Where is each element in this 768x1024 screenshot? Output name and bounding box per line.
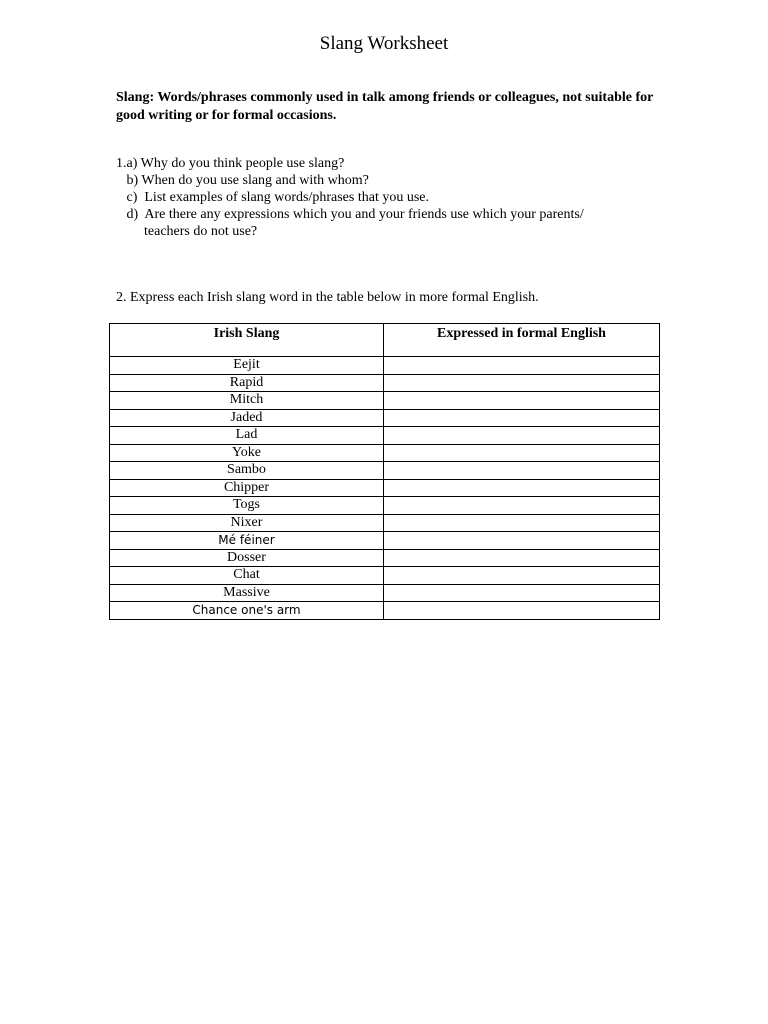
question-1d-continued: teachers do not use? <box>116 224 258 239</box>
slang-definition: Slang: Words/phrases commonly used in talk among friends or colleagues, not suitable for good writing or for formal occasions. <box>116 90 654 123</box>
formal-english-answer-cell[interactable] <box>384 479 660 497</box>
question-1d: d) Are there any expressions which you and your friends use which your parents/ <box>116 207 584 222</box>
formal-english-answer-cell[interactable] <box>384 497 660 515</box>
table-row <box>110 392 660 410</box>
table-row <box>110 357 660 375</box>
slang-word-cell: Massive <box>110 584 384 602</box>
formal-english-answer-cell[interactable] <box>384 409 660 427</box>
table-row <box>110 584 660 602</box>
slang-word-cell: Mitch <box>110 392 384 410</box>
slang-word-cell: Chat <box>110 567 384 585</box>
slang-word-cell: Nixer <box>110 514 384 532</box>
table-row <box>110 444 660 462</box>
slang-table <box>109 323 660 620</box>
formal-english-answer-cell[interactable] <box>384 374 660 392</box>
table-row <box>110 479 660 497</box>
formal-english-answer-cell[interactable] <box>384 602 660 620</box>
table-row <box>110 374 660 392</box>
slang-table-body <box>110 357 660 620</box>
table-row <box>110 409 660 427</box>
slang-word-cell: Lad <box>110 427 384 445</box>
question-1a: 1.a) Why do you think people use slang? <box>116 156 345 171</box>
table-row <box>110 462 660 480</box>
question-1b: b) When do you use slang and with whom? <box>116 173 369 188</box>
column-header-formal-english: Expressed in formal English <box>384 324 660 357</box>
table-header-row <box>110 324 660 357</box>
formal-english-answer-cell[interactable] <box>384 549 660 567</box>
formal-english-answer-cell[interactable] <box>384 444 660 462</box>
table-row <box>110 549 660 567</box>
slang-word-cell: Sambo <box>110 462 384 480</box>
slang-word-cell: Eejit <box>110 357 384 375</box>
slang-word-cell: Chipper <box>110 479 384 497</box>
formal-english-answer-cell[interactable] <box>384 427 660 445</box>
formal-english-answer-cell[interactable] <box>384 567 660 585</box>
slang-word-cell: Mé féiner <box>110 532 384 550</box>
slang-word-cell: Chance one's arm <box>110 602 384 620</box>
slang-word-cell: Rapid <box>110 374 384 392</box>
table-row <box>110 427 660 445</box>
formal-english-answer-cell[interactable] <box>384 462 660 480</box>
slang-word-cell: Yoke <box>110 444 384 462</box>
page-title: Slang Worksheet <box>319 33 449 54</box>
slang-word-cell: Jaded <box>110 409 384 427</box>
table-row <box>110 514 660 532</box>
table-row <box>110 497 660 515</box>
table-row <box>110 602 660 620</box>
table-row <box>110 532 660 550</box>
question-1c: c) List examples of slang words/phrases that you use. <box>116 190 429 205</box>
formal-english-answer-cell[interactable] <box>384 584 660 602</box>
column-header-irish-slang: Irish Slang <box>110 324 384 357</box>
formal-english-answer-cell[interactable] <box>384 514 660 532</box>
table-row <box>110 567 660 585</box>
question-1 <box>116 155 676 240</box>
formal-english-answer-cell[interactable] <box>384 357 660 375</box>
formal-english-answer-cell[interactable] <box>384 392 660 410</box>
slang-word-cell: Togs <box>110 497 384 515</box>
slang-word-cell: Dosser <box>110 549 384 567</box>
question-2: 2. Express each Irish slang word in the table below in more formal English. <box>116 290 539 305</box>
formal-english-answer-cell[interactable] <box>384 532 660 550</box>
